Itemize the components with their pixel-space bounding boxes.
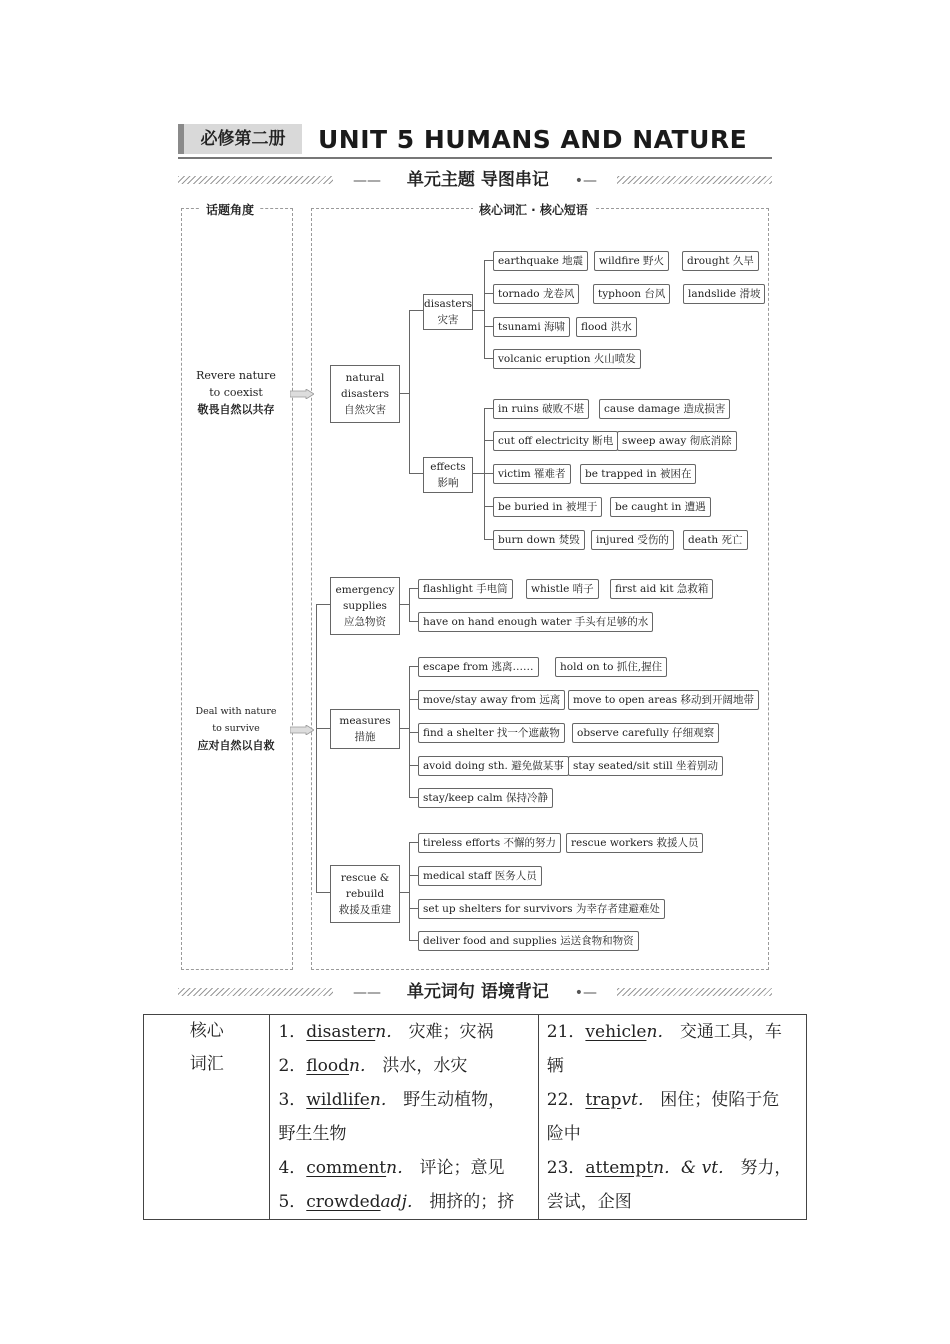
vocab-entry: 3．wildlifen． 野生动植物， 野生生物 [278,1090,506,1144]
page-header [178,122,772,158]
arrow-right-icon [290,725,314,735]
topic2-line2: to survive [212,723,260,734]
topic1-cn: 敬畏自然以共存 [197,403,275,416]
vocab-category-cell [144,1015,270,1220]
tag-medical-staff: medical staff 医务人员 [418,866,542,886]
topic2-line1: Deal with nature [195,706,277,717]
cat-natural-l1: natural [345,372,385,384]
tag-flood: flood 洪水 [576,317,637,337]
tag-cut-off-electricity: cut off electricity 断电 [493,431,618,451]
vocab-entry: 21．vehiclen． 交通工具，车 辆 [546,1022,782,1076]
unit-title: UNIT 5 HUMANS AND NATURE [318,125,748,154]
tag-find-a-shelter: find a shelter 找一个遮蔽物 [418,723,565,743]
cat-disasters-l2: 灾害 [437,314,459,326]
vocab-right-column [538,1015,806,1220]
tag-earthquake: earthquake 地震 [493,251,588,271]
tag-be-trapped-in: be trapped in 被困在 [580,464,696,484]
tag-drought: drought 久旱 [682,251,759,271]
category-emergency-supplies [330,577,400,635]
tag-avoid-doing: avoid doing sth. 避免做某事 [418,756,569,776]
vocab-label-line2: 词汇 [189,1054,224,1074]
vocab-entry: 1．disastern． 灾难；灾祸 [278,1022,494,1042]
tag-injured: injured 受伤的 [591,530,674,550]
tag-rescue-workers: rescue workers 救援人员 [566,833,703,853]
topic2-cn: 应对自然以自救 [197,739,275,752]
tag-cause-damage: cause damage 造成损害 [599,399,730,419]
tag-sweep-away: sweep away 彻底消除 [617,431,737,451]
tag-whistle: whistle 哨子 [526,579,599,599]
category-disasters [423,294,473,330]
cat-measures-l1: measures [339,715,391,727]
tag-burn-down: burn down 焚毁 [493,530,585,550]
topic1-line1: Revere nature [196,369,276,382]
tag-observe-carefully: observe carefully 仔细观察 [572,723,719,743]
cat-disasters-l1: disasters [424,298,472,310]
category-natural-disasters [330,365,400,423]
vocab-entry: 23．attemptn．& vt． 努力， 尝试，企图 [546,1158,792,1212]
cat-rescue-l1: rescue & [340,872,390,884]
vocab-entry: 2．floodn． 洪水，水灾 [278,1056,468,1076]
tag-tsunami: tsunami 海啸 [493,317,570,337]
tag-move-to-open-areas: move to open areas 移动到开阔地带 [568,690,759,710]
cat-rescue-l3: 救援及重建 [338,904,392,916]
category-effects [423,457,473,493]
section-title-vocab: 单元词句 语境背记 [397,982,559,1002]
cat-emergency-l1: emergency [335,584,395,596]
vocab-entry: 4．commentn． 评论；意见 [278,1158,505,1178]
tag-victim: victim 罹难者 [493,464,571,484]
tag-in-ruins: in ruins 破败不堪 [493,399,589,419]
arrow-right-icon [290,389,314,399]
tag-be-caught-in: be caught in 遭遇 [610,497,711,517]
section-band-vocab: —— 单元词句 语境背记 •— [178,980,772,1004]
cat-emergency-l2: supplies [343,600,387,612]
section-title-mindmap: 单元主题 导图串记 [397,170,559,190]
tag-tornado: tornado 龙卷风 [493,284,579,304]
tag-death: death 死亡 [683,530,748,550]
vocab-label-line1: 核心 [189,1021,224,1041]
vocab-column-label: 核心词汇 · 核心短语 [473,201,594,218]
tag-stay-calm: stay/keep calm 保持冷静 [418,788,553,808]
tag-flashlight: flashlight 手电筒 [418,579,513,599]
category-measures [330,709,400,749]
tag-set-up-shelters: set up shelters for survivors 为幸存者建避难处 [418,899,665,919]
cat-natural-l3: 自然灾害 [344,404,386,416]
topic-column-label: 话题角度 [200,201,260,218]
section-band-mindmap: —— 单元主题 导图串记 •— [178,168,772,192]
topic-revere [186,367,286,418]
tag-escape-from: escape from 逃离…… [418,657,539,677]
category-rescue-rebuild [330,865,400,923]
tag-volcanic-eruption: volcanic eruption 火山喷发 [493,349,641,369]
tag-hold-on-to: hold on to 抓住,握住 [555,657,667,677]
topic-column [181,208,293,970]
tag-move-away-from: move/stay away from 远离 [418,690,565,710]
vocab-entry: 5．crowdedadj． 拥挤的；挤 [278,1192,515,1212]
tag-first-aid-kit: first aid kit 急救箱 [610,579,713,599]
cat-emergency-l3: 应急物资 [344,616,386,628]
tag-be-buried-in: be buried in 被埋于 [493,497,602,517]
cat-effects-l2: 影响 [437,477,459,489]
vocab-left-column [270,1015,538,1220]
header-rule [178,157,772,159]
tag-tireless-efforts: tireless efforts 不懈的努力 [418,833,561,853]
tag-typhoon: typhoon 台风 [593,284,670,304]
cat-effects-l1: effects [430,461,466,473]
topic-deal [186,703,286,754]
vocab-table [143,1014,807,1220]
tag-stay-seated: stay seated/sit still 坐着别动 [568,756,723,776]
topic1-line2: to coexist [209,386,263,399]
cat-rescue-l2: rebuild [345,888,385,900]
tag-landslide: landslide 滑坡 [683,284,765,304]
vocab-entry: 22．trapvt． 困住；使陷于危 险中 [546,1090,780,1144]
tag-wildfire: wildfire 野火 [594,251,669,271]
cat-measures-l2: 措施 [354,731,376,743]
tag-deliver-food: deliver food and supplies 运送食物和物资 [418,931,639,951]
tag-enough-water: have on hand enough water 手头有足够的水 [418,612,653,632]
book-tag: 必修第二册 [178,124,302,154]
cat-natural-l2: disasters [341,388,389,400]
